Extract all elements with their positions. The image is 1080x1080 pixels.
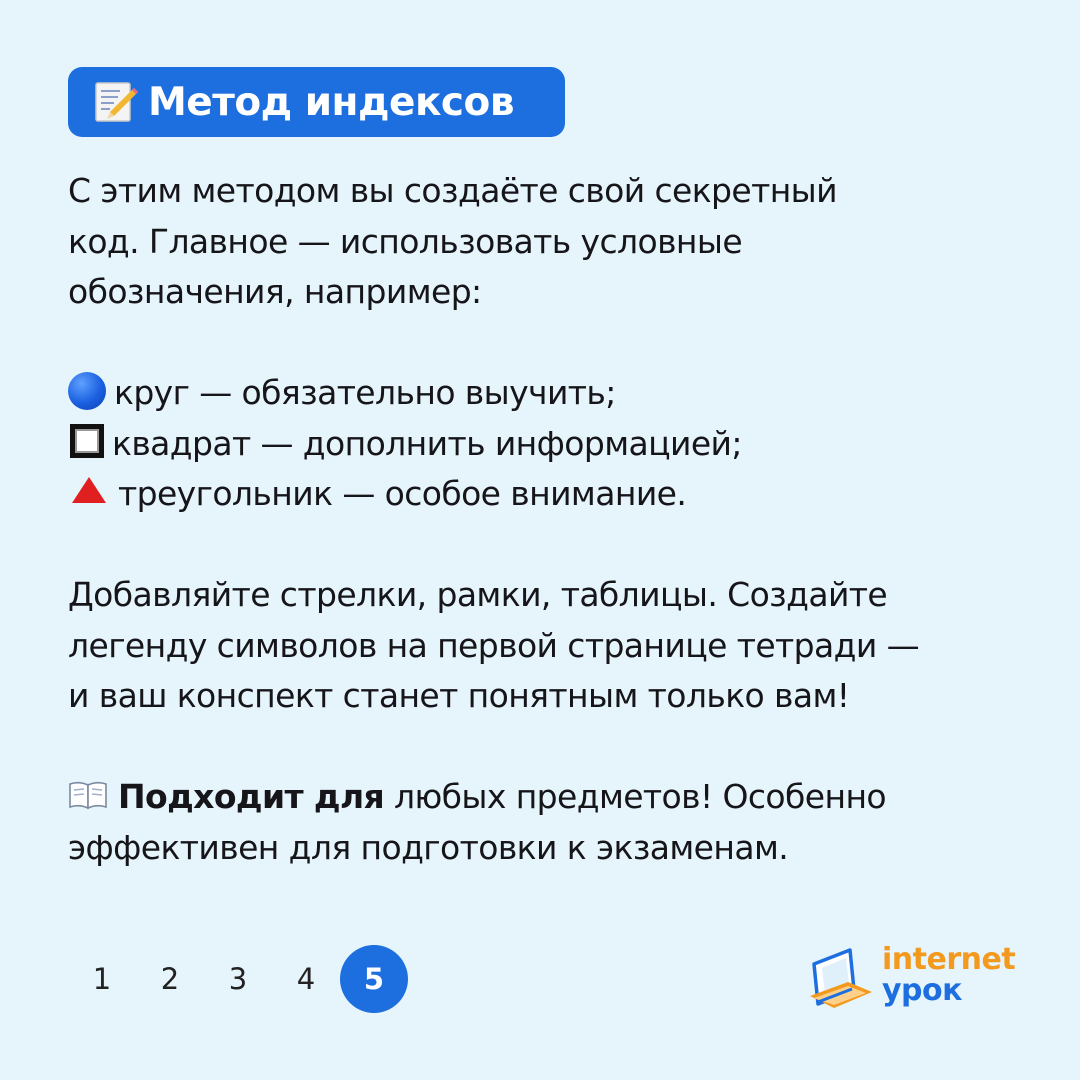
content-body [68,166,1028,873]
page-5-current[interactable]: 5 [340,945,408,1013]
legend-text: треугольник — особое внимание. [118,474,687,513]
red-triangle-icon [72,477,106,503]
tips-line: Добавляйте стрелки, рамки, таблицы. Создайте [68,575,888,614]
page-2[interactable]: 2 [160,962,180,996]
legend-item-circle [68,368,1028,419]
page-4[interactable]: 4 [296,962,316,996]
internet-urok-logo [808,944,1028,1014]
tips-line: легенду символов на первой странице тетради — [68,625,919,665]
legend-text: круг — обязательно выучить; [114,373,616,412]
white-square-icon [70,424,104,458]
legend-item-square [68,419,1028,470]
pagination [68,944,408,1014]
note-rest: любых предметов! Особенно [384,777,887,816]
logo-line-2: урок [882,973,963,1008]
page-3[interactable]: 3 [228,962,248,996]
open-book-icon [68,779,108,811]
intro-line: С этим методом вы создаёте свой секретный [68,171,837,210]
legend-text: квадрат — дополнить информацией; [112,423,742,463]
page-title: Метод индексов [148,79,515,125]
note-line [68,772,1028,823]
title-banner [68,67,565,137]
logo-text [882,944,1015,1006]
page-1[interactable]: 1 [92,962,112,996]
laptop-book-logo-icon [808,946,876,1010]
note-bold: Подходит для [118,777,385,816]
memo-icon [92,80,138,124]
intro-line: обозначения, например: [68,272,482,311]
note-line: эффективен для подготовки к экзаменам. [68,827,789,867]
legend-item-triangle [68,469,1028,520]
logo-line-1: internet [882,942,1016,977]
tips-line: и ваш конспект станет понятным только вам! [68,676,850,715]
intro-line: код. Главное — использовать условные [68,221,743,261]
blue-circle-icon [68,372,106,410]
